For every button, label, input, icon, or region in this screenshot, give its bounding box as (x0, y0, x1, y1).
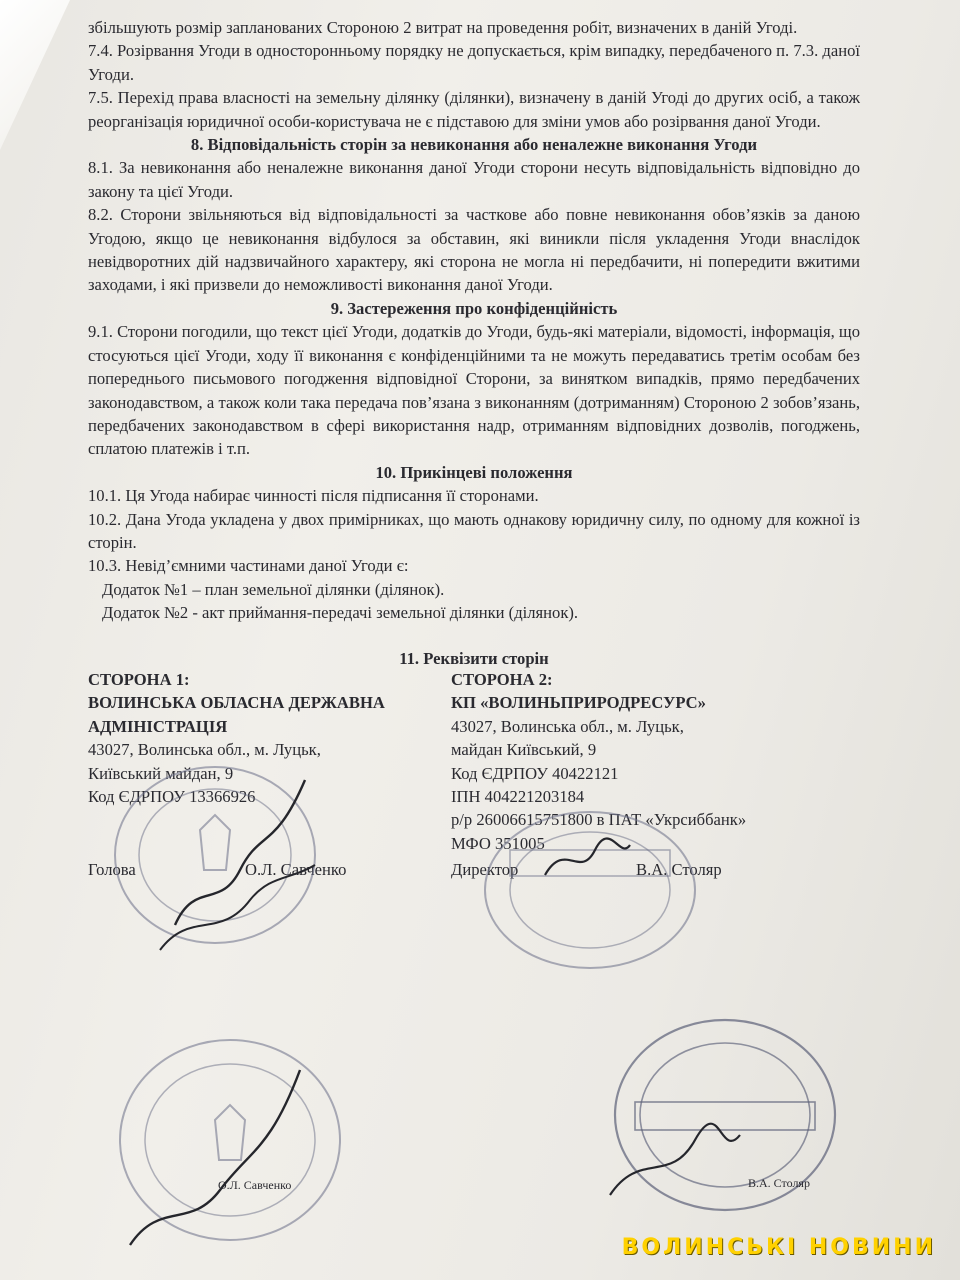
party-2-seal-icon (470, 800, 710, 970)
party-2-label: СТОРОНА 2: (451, 670, 553, 689)
news-watermark: ВОЛИНСЬКІ НОВИНИ (621, 1235, 936, 1260)
party-2-address2: майдан Київський, 9 (451, 740, 597, 760)
party-1-name-line1: ВОЛИНСЬКА ОБЛАСНА ДЕРЖАВНА (88, 693, 385, 713)
paragraph-7-4: 7.4. Розірвання Угоди в односторонньому порядку не допускається, крім випадку, передбаченого п. 7.3. даної Угоди. (88, 41, 860, 84)
paragraph-8-1: 8.1. За невиконання або неналежне виконання даної Угоди сторони несуть відповідальність відповідно до закону та цієї Угоди. (88, 158, 860, 201)
paragraph-7-5: 7.5. Перехід права власності на земельну ділянку (ділянки), визначену в даній Угоді до других осіб, а також реорганізація юридичної особи-користувача не є підставою для зміни умов або розірвання даної Угоди. (88, 88, 860, 131)
party-2-signer-name: В.А. Столяр (636, 860, 722, 879)
folded-corner (0, 0, 70, 150)
party-2-address1: 43027, Волинська обл., м. Луцьк, (451, 716, 684, 736)
paragraph-10-2: 10.2. Дана Угода укладена у двох примірниках, що мають однакову юридичну силу, по одному для кожної із сторін. (88, 509, 860, 552)
paragraph-10-3: 10.3. Невід’ємними частинами даної Угоди є: (88, 556, 409, 576)
paragraph-10-1: 10.1. Ця Угода набирає чинності після підписання її сторонами. (88, 486, 539, 506)
agreement-text (88, 16, 860, 670)
party-1-signer-name: О.Л. Савченко (245, 860, 347, 879)
party-2-mfo: МФО 351005 (451, 833, 545, 853)
bottom-signer-1: О.Л. Савченко (218, 1178, 292, 1192)
bottom-seal-1-icon (100, 1030, 360, 1260)
party-2-signer-title: Директор (451, 860, 519, 879)
annex-1: Додаток №1 – план земельної ділянки (ділянок). (102, 579, 445, 599)
party-1-address1: 43027, Волинська обл., м. Луцьк, (88, 740, 321, 760)
section-11-title: 11. Реквізити сторін (399, 648, 549, 668)
section-10-title: 10. Прикінцеві положення (375, 462, 573, 482)
paragraph-8-2: 8.2. Сторони звільняються від відповідальності за часткове або повне невиконання обов’язків за даною Угодою, якщо це невиконання відбулося за обставин, які виникли після укладення Угоди внаслідок невідворотних дій надзвичайного характеру, які сторона не могла ні передбачити, ні попередити вжитими заходами, і які призвели до неможливості виконання даної Угоди. (88, 205, 860, 295)
party-1-label: СТОРОНА 1: (88, 670, 190, 689)
annex-2: Додаток №2 - акт приймання-передачі земельної ділянки (ділянок). (102, 603, 579, 623)
paragraph-9-1: 9.1. Сторони погодили, що текст цієї Угоди, додатків до Угоди, будь-які матеріали, відомості, інформація, що стосуються цієї Угоди, ходу її виконання є конфіденційними та не можуть передаватись третім особам без попереднього письмового погодження відповідної Сторони, за винятком випадків, прямо передбачених законодавством, а також коли така передача пов’язана з виконанням (дотриманням) Стороною 2 зобов’язань, передбачених законодавством в сфері використання надр, отриманням відповідних дозволів, погоджень, сплатою платежів і т.п. (88, 322, 860, 459)
party-1-code: Код ЄДРПОУ 13366926 (88, 787, 256, 807)
bottom-signer-2: В.А. Столяр (748, 1176, 810, 1190)
party-1-address2: Київський майдан, 9 (88, 763, 234, 783)
party-2-name: КП «ВОЛИНЬПРИРОДРЕСУРС» (451, 693, 706, 713)
paragraph-7-3-end: збільшують розмір запланованих Стороною 2 витрат на проведення робіт, визначених в даній Угоді. (88, 18, 798, 37)
bottom-seal-2-icon (600, 1010, 850, 1220)
party-1-signer-title: Голова (88, 860, 136, 879)
party-2-account: р/р 26006615751800 в ПАТ «Укрсиббанк» (451, 810, 747, 830)
section-8-title: 8. Відповідальність сторін за невиконання або неналежне виконання Угоди (190, 135, 758, 155)
party-1-name-line2: АДМІНІСТРАЦІЯ (88, 716, 228, 736)
party-2-code: Код ЄДРПОУ 40422121 (451, 763, 619, 783)
party-2-ipn: ІПН 404221203184 (451, 787, 585, 807)
party-1-seal-icon (100, 760, 330, 960)
section-9-title: 9. Застереження про конфіденційність (330, 298, 618, 318)
